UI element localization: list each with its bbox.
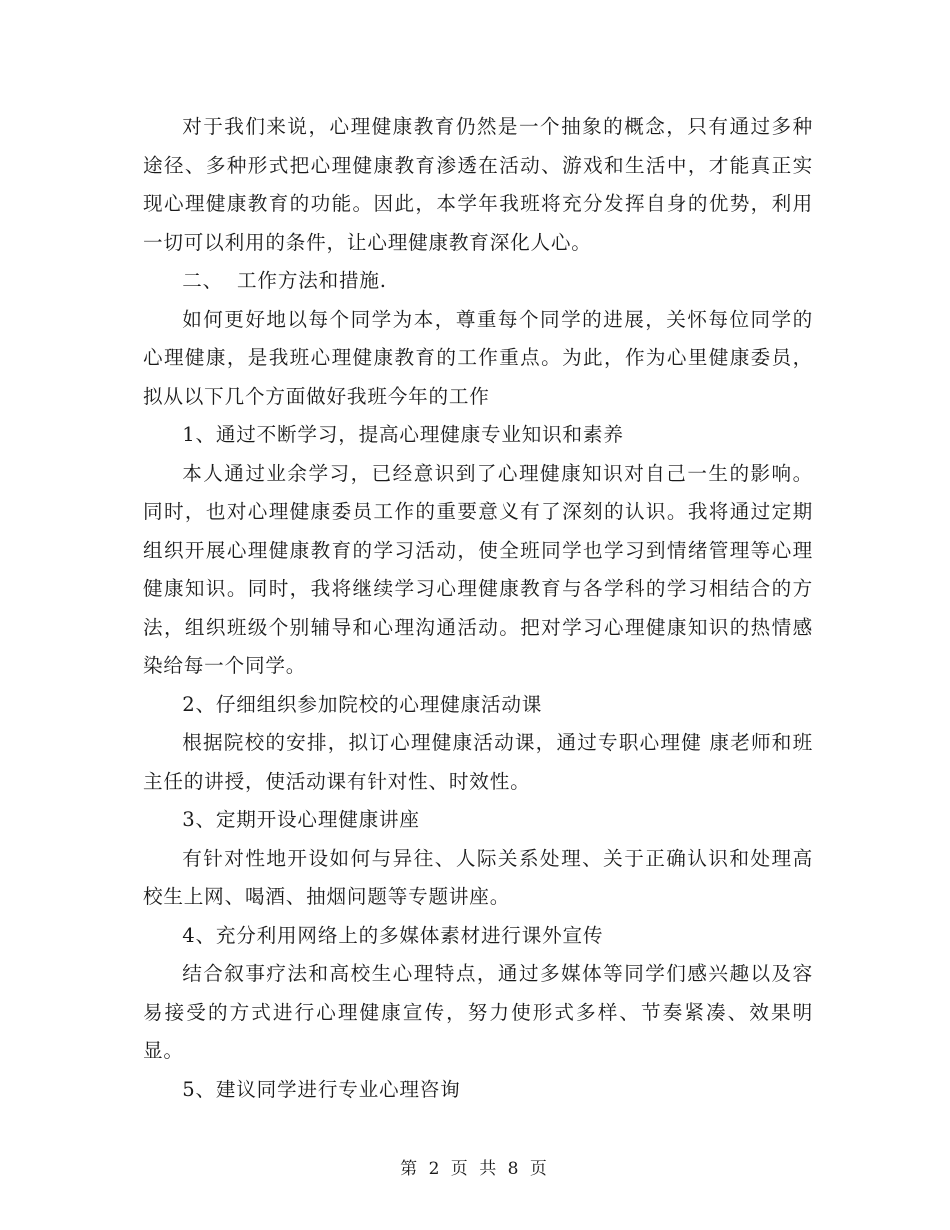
item-heading-3: 3、定期开设心理健康讲座 bbox=[182, 808, 420, 831]
item-heading-1: 1、通过不断学习，提高心理健康专业知识和素养 bbox=[182, 423, 624, 446]
paragraph-methods: 如何更好地以每个同学为本，尊重每个同学的进展，关怀每位同学的心理健康，是我班心理健康教育的工作重点。为此，作为心里健康委员，拟从以下几个方面做好我班今年的工作 bbox=[143, 307, 813, 408]
paragraph-intro: 对于我们来说，心理健康教育仍然是一个抽象的概念，只有通过多种途径、多种形式把心理健康教育渗透在活动、游戏和生活中，才能真正实现心理健康教育的功能。因此，本学年我班将充分发挥自身的优势，利用一切可以利用的条件，让心理健康教育深化人心。 bbox=[143, 115, 813, 254]
page-number-footer: 第 2 页 共 8 页 bbox=[400, 1159, 550, 1179]
paragraph-item-1: 本人通过业余学习，已经意识到了心理健康知识对自己一生的影响。同时，也对心理健康委员工作的重要意义有了深刻的认识。我将通过定期组织开展心理健康教育的学习活动，使全班同学也学习到情绪管理等心理健康知识。同时，我将继续学习心理健康教育与各学科的学习相结合的方法，组织班级个别辅导和心理沟通活动。把对学习心理健康知识的热情感染给每一个同学。 bbox=[143, 461, 813, 677]
paragraph-item-2: 根据院校的安排，拟订心理健康活动课，通过专职心理健 康老师和班主任的讲授，使活动课有针对性、时效性。 bbox=[143, 731, 813, 793]
paragraph-item-3: 有针对性地开设如何与异往、人际关系处理、关于正确认识和处理高校生上网、喝酒、抽烟问题等专题讲座。 bbox=[143, 846, 813, 908]
paragraph-item-4: 结合叙事疗法和高校生心理特点，通过多媒体等同学们感兴趣以及容易接受的方式进行心理健康宣传，努力使形式多样、节奏紧凑、效果明显。 bbox=[143, 962, 813, 1062]
item-heading-2: 2、仔细组织参加院校的心理健康活动课 bbox=[182, 692, 543, 716]
item-heading-4: 4、充分利用网络上的多媒体素材进行课外宣传 bbox=[182, 923, 604, 947]
item-heading-5: 5、建议同学进行专业心理咨询 bbox=[182, 1077, 461, 1101]
section-heading-methods: 二、 工作方法和措施. bbox=[182, 269, 387, 292]
document-body bbox=[143, 108, 813, 1109]
